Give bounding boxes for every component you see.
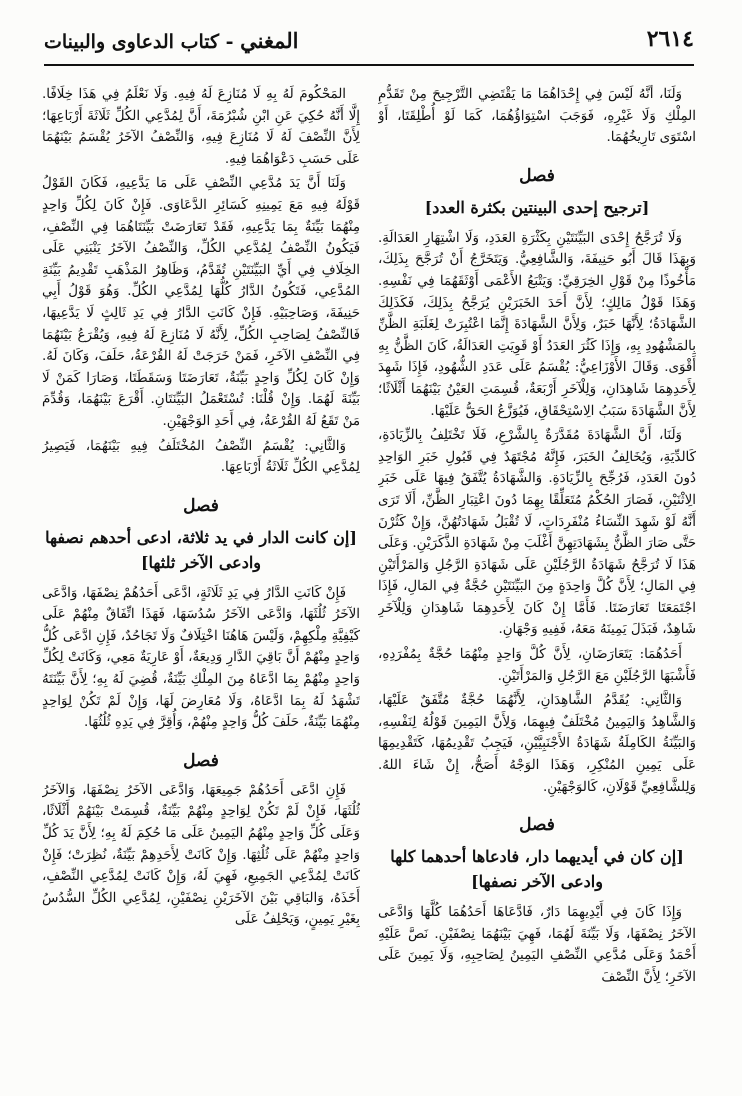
paragraph: وَالثَّانِي: يُقَدَّمُ الشَّاهِدَانِ، لِأَنَّهُمَا حُجَّةٌ مُتَّفَقٌ عَلَيْهَا، وَالشَّاهِدُ وَاليَمِينُ مُخْتَلَفٌ فِيهِمَا، وَلِأَنَّ اليَمِينَ قَوْلُهُ لِنَفْسِهِ، وَالبَيِّنَةُ الكَامِلَةُ شَهَادَةُ الأَجْنَبِيَّيْنِ، فَيَجِبُ تَقْدِيمُهَا، كَتَقْدِيمِهَا عَلَى يَمِينِ المُنْكِرِ، وَهَذَا الوَجْهُ أَصَحُّ، إِنْ شَاءَ اللهُ. وَلِلشَّافِعِيِّ قَوْلَانِ، كَالوَجْهَيْنِ.	[378, 693, 696, 795]
chapter-title: - كتاب الدعاوى والبينات	[44, 31, 234, 53]
section-title: [إن كانت الدار في يد ثلاثة، ادعى أحدهم نصفها وادعى الآخر ثلثها]	[45, 527, 357, 572]
paragraph: وَلَنَا أَنَّ يَدَ مُدَّعِي النِّصْفِ عَلَى مَا يَدَّعِيهِ، فَكَانَ القَوْلُ قَوْلَهُ فِيهِ مَعَ يَمِينِهِ كَسَائِرِ الدَّعَاوَى. فَإِنْ كَانَ لِكُلِّ وَاحِدٍ مِنْهُمَا بَيِّنَةٌ بِمَا يَدَّعِيهِ، فَقَدْ تَعَارَضَتْ بَيِّنَتَاهُمَا فِي النِّصْفِ، فَيَكُونُ النِّصْفُ لِمُدَّعِي الكُلِّ، وَالنِّصْفُ الآخَرُ يَنْبَنِي عَلَى الخِلَافِ فِي أَيِّ البَيِّنَتَيْنِ تُقَدَّمُ، وَظَاهِرُ المَذْهَبِ تَقْدِيمُ بَيِّنَةِ المُدَّعِي، فَتَكُونُ الدَّارُ كُلُّهَا لِمُدَّعِي الكُلِّ. وَهُوَ قَوْلُ أَبِي حَنِيفَةَ، وَصَاحِبَيْهِ. فَإِنْ كَانَتِ الدَّارُ فِي يَدِ ثَالِثٍ لَا يَدَّعِيهَا، فَالنِّصْفُ لِصَاحِبِ الكُلِّ، لِأَنَّهُ لَا مُنَازِعَ لَهُ فِيهِ، وَيُقْرَعُ بَيْنَهُمَا فِي النِّصْفِ الآخَرِ، فَمَنْ خَرَجَتْ لَهُ القُرْعَةُ، حَلَفَ، وَكَانَ لَهُ. وَإِنْ كَانَ لِكُلِّ وَاحِدٍ بَيِّنَةٌ، تَعَارَضَتَا وَسَقَطَتَا، وَصَارَا كَمَنْ لَا بَيِّنَةَ لَهُمَا. وَإِنْ قُلْنَا: تُسْتَعْمَلُ البَيِّنَتَانِ. أَقْرَعَ بَيْنَهُمَا، وَقُدِّمَ مَنْ تَقَعُ لَهُ القُرْعَةُ، فِي أَحَدِ الوَجْهَيْنِ.	[42, 176, 360, 429]
section-title: [ترجيح إحدى البينتين بكثرة العدد]	[424, 197, 650, 217]
section-heading: فصل	[519, 815, 555, 836]
paragraph: المَحْكُومَ لَهُ بِهِ لَا مُنَازِعَ لَهُ فِيهِ. وَلَا نَعْلَمُ فِي هَذَا خِلَافًا. إِلَّا أَنَّهُ حُكِيَ عَنِ ابْنِ شُبْرُمَةَ، أَنَّ لِمُدَّعِي الكُلِّ ثَلَاثَةَ أَرْبَاعِهَا؛ لِأَنَّ النِّصْفَ لَهُ لَا مُنَازِعَ فِيهِ، وَالنِّصْفُ الآخَرُ يُقْسَمُ بَيْنَهُمَا عَلَى حَسَبِ دَعْوَاهُمَا فِيهِ.	[42, 87, 360, 167]
paragraph: وَالثَّانِي: يُقْسَمُ النِّصْفُ المُخْتَلَفُ فِيهِ بَيْنَهُمَا، فَيَصِيرُ لِمُدَّعِي الكُلِّ ثَلَاثَةُ أَرْبَاعِهَا.	[42, 438, 360, 476]
paragraph: وَلَنَا، أَنَّ الشَّهَادَةَ مُقَدَّرَةٌ بِالشَّرْعِ، فَلَا تَخْتَلِفُ بِالزِّيَادَةِ، كَالدِّيَةِ، وَيُخَالِفُ الخَبَرَ، فَإِنَّهُ مُجْتَهَدٌ فِي قَبُولِ خَبَرِ الوَاحِدِ دُونَ العَدَدِ، فَرُجِّحَ بِالزِّيَادَةِ. وَالشَّهَادَةُ يُتَّفَقُ فِيهَا عَلَى خَبَرِ الِاثْنَيْنِ، فَصَارَ الحُكْمُ مُتَعَلِّقًا بِهِمَا دُونَ اعْتِبَارِ الظَّنِّ، أَلَا تَرَى أَنَّهُ لَوْ شَهِدَ النِّسَاءُ مُنْفَرِدَاتٍ، لَا تُقْبَلُ شَهَادَتُهُنَّ، وَإِنْ كَثُرْنَ حَتَّى صَارَ الظَّنُّ بِشَهَادَتِهِنَّ أَغْلَبَ مِنْ شَهَادَةِ الذَّكَرَيْنِ. وَعَلَى هَذَا لَا تُرَجَّحُ شَهَادَةُ الرَّجُلَيْنِ عَلَى شَهَادَةِ الرَّجُلِ وَالمَرْأَتَيْنِ فِي المَالِ؛ لِأَنَّ كُلَّ وَاحِدَةٍ مِنَ البَيِّنَتَيْنِ حُجَّةٌ فِي المَالِ، فَإِذَا اجْتَمَعَتَا تَعَارَضَتَا. فَأَمَّا إِنْ كَانَ لِأَحَدِهِمَا شَاهِدَانِ وَلِلْآخَرِ شَاهِدٌ، فَبَذَلَ يَمِينَهُ مَعَهُ، فَفِيهِ وَجْهَانِ.	[378, 428, 696, 638]
paragraph: فَإِنْ كَانَتِ الدَّارُ فِي يَدِ ثَلَاثَةٍ، ادَّعَى أَحَدُهُمْ نِصْفَهَا، وَادَّعَى الآخَرُ ثُلُثَهَا، وَادَّعَى الآخَرُ سُدُسَهَا، فَهَذَا اتِّفَاقٌ مِنْهُمْ عَلَى كَيْفِيَّةِ مِلْكِهِمْ، وَلَيْسَ هَاهُنَا اخْتِلَافٌ وَلَا تَجَاحُدٌ، فَإِنِ ادَّعَى كُلُّ وَاحِدٍ مِنْهُمْ أَنَّ بَاقِيَ الدَّارِ وَدِيعَةٌ، أَوْ عَارِيَةٌ مَعِي، وَكَانَتْ لِكُلِّ وَاحِدٍ مِنْهُمْ بِمَا ادَّعَاهُ مِنَ المِلْكِ بَيِّنَةٌ، قُضِيَ لَهُ بِهِ؛ لِأَنَّ بَيِّنَتَهُ تَشْهَدُ لَهُ بِمَا ادَّعَاهُ، وَلَا مُعَارِضَ لَهَا، وَإِنْ لَمْ تَكُنْ لِوَاحِدٍ مِنْهُمَا بَيِّنَةٌ، حَلَفَ كُلُّ وَاحِدٍ مِنْهُمْ، وَأُقِرَّ فِي يَدِهِ ثُلُثُهَا.	[42, 585, 360, 731]
book-title: المغني	[240, 28, 299, 53]
section-heading: فصل	[519, 165, 555, 186]
running-title	[44, 28, 299, 53]
page-number: ٢٦١٤	[646, 26, 694, 52]
paragraph: فَإِنِ ادَّعَى أَحَدُهُمْ جَمِيعَهَا، وَادَّعَى الآخَرُ نِصْفَهَا، وَالآخَرُ ثُلُثَهَا، فَإِنْ لَمْ تَكُنْ لِوَاحِدٍ مِنْهُمْ بَيِّنَةٌ، قُسِمَتْ بَيْنَهُمْ أَثْلَاثًا، وَعَلَى كُلِّ وَاحِدٍ مِنْهُمُ اليَمِينُ عَلَى مَا حُكِمَ لَهُ بِهِ؛ لِأَنَّ يَدَ كُلِّ وَاحِدٍ مِنْهُمْ عَلَى ثُلُثِهَا. وَإِنْ كَانَتْ لِأَحَدِهِمْ بَيِّنَةٌ، نُظِرَتْ؛ فَإِنْ كَانَتْ لِمُدَّعِي الجَمِيعِ، فَهِيَ لَهُ، وَإِنْ كَانَتْ لِمُدَّعِي النِّصْفِ، أَخَذَهُ، وَالبَاقِي بَيْنَ الآخَرَيْنِ نِصْفَيْنِ، لِمُدَّعِي الكُلِّ السُّدُسُ بِغَيْرِ يَمِينٍ، وَيَحْلِفُ عَلَى	[42, 782, 360, 928]
paragraph: وَإِذَا كَانَ فِي أَيْدِيهِمَا دَارٌ، فَادَّعَاهَا أَحَدُهُمَا كُلَّهَا وَادَّعَى الآخَرُ نِصْفَهَا، وَلَا بَيِّنَةَ لَهُمَا، فَهِيَ بَيْنَهُمَا نِصْفَيْنِ. نَصَّ عَلَيْهِ أَحْمَدُ وَعَلَى مُدَّعِي النِّصْفِ اليَمِينُ لِصَاحِبِهِ، وَلَا يَمِينَ عَلَى الآخَرِ؛ لِأَنَّ النِّصْفَ	[378, 905, 696, 985]
section-title: [إن كان في أيديهما دار، فادعاها أحدهما كلها وادعى الآخر نصفها]	[390, 847, 684, 892]
paragraph: أَحَدُهُمَا: يَتَعَارَضَانِ، لِأَنَّ كُلَّ وَاحِدٍ مِنْهُمَا حُجَّةٌ بِمُفْرَدِهِ، فَأَشْبَهَا الرَّجُلَيْنِ مَعَ الرَّجُلِ وَالمَرْأَتَيْنِ.	[378, 647, 696, 684]
paragraph: وَلَا تُرَجَّحُ إِحْدَى البَيِّنَتَيْنِ بِكَثْرَةِ العَدَدِ، وَلَا اشْتِهَارِ العَدَالَةِ. وَبِهَذَا قَالَ أَبُو حَنِيفَةَ، وَالشَّافِعِيُّ. وَيَتَخَرَّجُ أَنْ تُرَجَّحَ بِذَلِكَ، مَأْخُوذًا مِنْ قَوْلِ الخِرَقِيِّ: وَيَتْبَعُ الأَعْمَى أَوْثَقَهُمَا فِي نَفْسِهِ. وَهَذَا قَوْلُ مَالِكٍ؛ لِأَنَّ أَحَدَ الخَبَرَيْنِ يُرَجَّحُ بِذَلِكَ، فَكَذَلِكَ الشَّهَادَةُ؛ لِأَنَّهَا خَبَرٌ، وَلِأَنَّ الشَّهَادَةَ إِنَّمَا اعْتُبِرَتْ لِغَلَبَةِ الظَّنِّ بِالمَشْهُودِ بِهِ، وَإِذَا كَثُرَ العَدَدُ أَوْ قَوِيَتِ العَدَالَةُ، كَانَ الظَّنُّ بِهِ أَقْوَى. وَقَالَ الأَوْزَاعِيُّ: يُقْسَمُ عَلَى عَدَدِ الشُّهُودِ، فَإِذَا شَهِدَ لِأَحَدِهِمَا شَاهِدَانِ، وَلِلْآخَرِ أَرْبَعَةٌ، قُسِمَتِ العَيْنُ بَيْنَهُمَا أَثْلَاثًا؛ لِأَنَّ الشَّهَادَةَ سَبَبُ الِاسْتِحْقَاقِ، فَيُوَزَّعُ الحَقُّ عَلَيْهَا.	[378, 230, 696, 419]
section-heading: فصل	[183, 495, 219, 516]
left-column	[42, 84, 360, 1074]
page-header	[44, 18, 694, 66]
right-column	[378, 84, 696, 1074]
paragraph: وَلَنَا، أَنَّهُ لَيْسَ فِي إِحْدَاهُمَا مَا يَقْتَضِي التَّرْجِيحَ مِنْ تَقَدُّمِ المِلْكِ وَلَا غَيْرِهِ، فَوَجَبَ اسْتِوَاؤُهُمَا، كَمَا لَوْ أُطْلِقَتَا، أَوْ اسْتَوَى تَارِيخُهُمَا.	[378, 87, 696, 146]
section-heading: فصل	[183, 750, 219, 771]
